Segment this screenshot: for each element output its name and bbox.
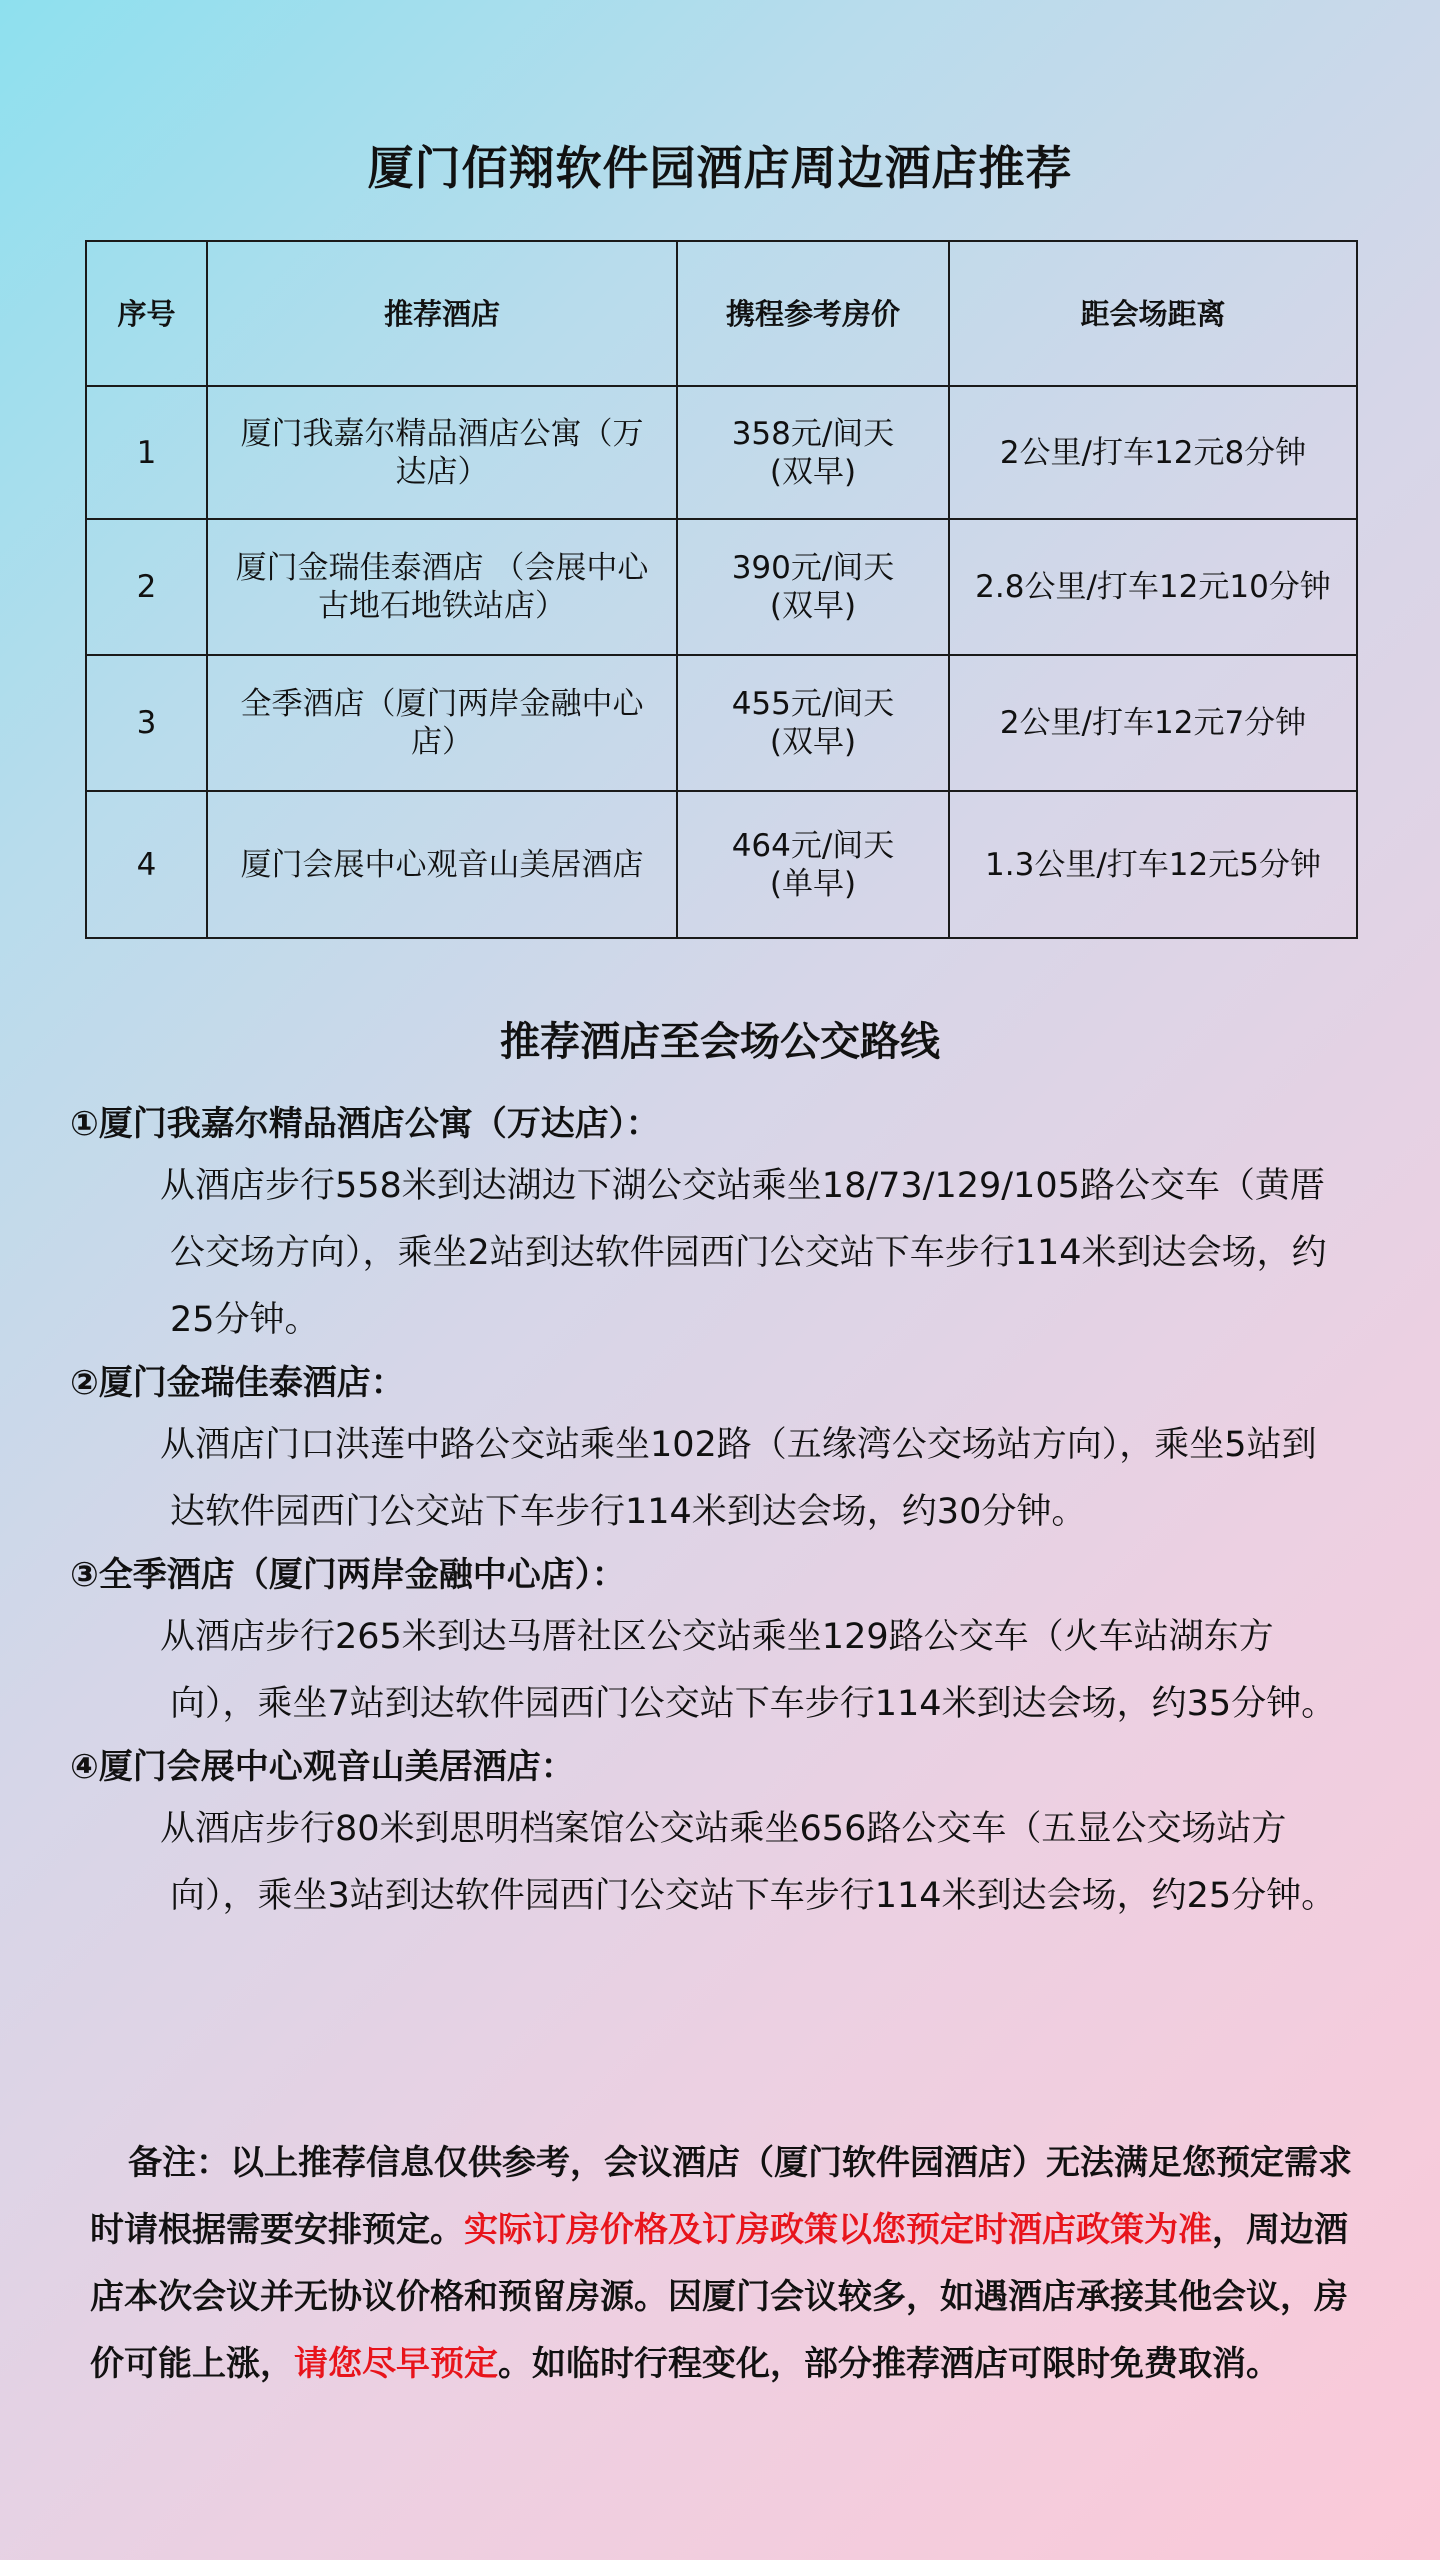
row-breakfast: (双早) — [769, 453, 857, 490]
row-breakfast: (单早) — [769, 865, 857, 902]
route-hotel-name: ②厦门金瑞佳泰酒店： — [70, 1363, 405, 1403]
route-item — [70, 1546, 1370, 1738]
route-description: 从酒店步行265米到达马厝社区公交站乘坐129路公交车（火车站湖东方向），乘坐7站到达软件园西门公交站下车步行114米到达会场，约35分钟。 — [160, 1617, 1337, 1724]
table-row — [86, 519, 1357, 655]
row-no: 4 — [86, 791, 207, 938]
page-title: 厦门佰翔软件园酒店周边酒店推荐 — [367, 141, 1073, 195]
row-distance: 2公里/打车12元8分钟 — [949, 386, 1357, 519]
row-no: 1 — [86, 386, 207, 519]
row-price — [677, 519, 949, 655]
table-row — [86, 655, 1357, 791]
header-distance: 距会场距离 — [949, 241, 1357, 386]
row-price — [677, 791, 949, 938]
row-price-value: 464元/间天 — [731, 827, 895, 864]
row-breakfast: (双早) — [769, 588, 857, 624]
note-text: ，周边酒店本次会议并无协议价格和预留房源。因厦门会议较多，如遇酒店承接其他会议，房价可能上涨， — [90, 2210, 1348, 2384]
hotel-table — [85, 240, 1358, 939]
table-row — [86, 791, 1357, 938]
row-hotel: 全季酒店（厦门两岸金融中心店） — [207, 655, 677, 791]
table-header-row — [86, 241, 1357, 386]
route-item — [70, 1738, 1370, 1930]
route-section-title: 推荐酒店至会场公交路线 — [500, 1019, 940, 1065]
route-item — [70, 1095, 1370, 1354]
row-distance: 2公里/打车12元7分钟 — [949, 655, 1357, 791]
row-no: 3 — [86, 655, 207, 791]
remark-note — [90, 2130, 1365, 2398]
note-text: 备注：以上推荐信息仅供参考，会议酒店（厦门软件园酒店）无法满足您预定需求时请根据需要安排预定。 — [90, 2143, 1352, 2250]
row-price-value: 390元/间天 — [731, 550, 895, 586]
route-hotel-name: ①厦门我嘉尔精品酒店公寓（万达店）： — [70, 1104, 660, 1144]
row-price-value: 358元/间天 — [731, 415, 895, 452]
row-price — [677, 386, 949, 519]
row-distance: 1.3公里/打车12元5分钟 — [949, 791, 1357, 938]
route-hotel-name: ③全季酒店（厦门两岸金融中心店）： — [70, 1555, 626, 1595]
route-description: 从酒店门口洪莲中路公交站乘坐102路（五缘湾公交场站方向），乘坐5站到达软件园西门公交站下车步行114米到达会场，约30分钟。 — [160, 1425, 1317, 1532]
route-description: 从酒店步行558米到达湖边下湖公交站乘坐18/73/129/105路公交车（黄厝公交场方向），乘坐2站到达软件园西门公交站下车步行114米到达会场，约25分钟。 — [160, 1166, 1327, 1340]
route-list — [70, 1095, 1370, 1930]
row-hotel: 厦门会展中心观音山美居酒店 — [207, 791, 677, 938]
header-price: 携程参考房价 — [677, 241, 949, 386]
table-row — [86, 386, 1357, 519]
note-text: 。如临时行程变化，部分推荐酒店可限时免费取消。 — [498, 2344, 1280, 2384]
route-item — [70, 1354, 1370, 1546]
note-highlight-book-early: 请您尽早预定 — [294, 2344, 498, 2384]
row-no: 2 — [86, 519, 207, 655]
header-hotel: 推荐酒店 — [207, 241, 677, 386]
note-highlight-policy: 实际订房价格及订房政策以您预定时酒店政策为准 — [464, 2210, 1212, 2250]
row-price-value: 455元/间天 — [731, 686, 895, 722]
route-description: 从酒店步行80米到思明档案馆公交站乘坐656路公交车（五显公交场站方向），乘坐3站到达软件园西门公交站下车步行114米到达会场，约25分钟。 — [160, 1809, 1337, 1916]
header-no: 序号 — [86, 241, 207, 386]
row-distance: 2.8公里/打车12元10分钟 — [949, 519, 1357, 655]
row-hotel: 厦门金瑞佳泰酒店 （会展中心古地石地铁站店） — [207, 519, 677, 655]
route-hotel-name: ④厦门会展中心观音山美居酒店： — [70, 1747, 575, 1787]
row-hotel: 厦门我嘉尔精品酒店公寓（万达店） — [207, 386, 677, 519]
row-breakfast: (双早) — [769, 724, 857, 760]
row-price — [677, 655, 949, 791]
